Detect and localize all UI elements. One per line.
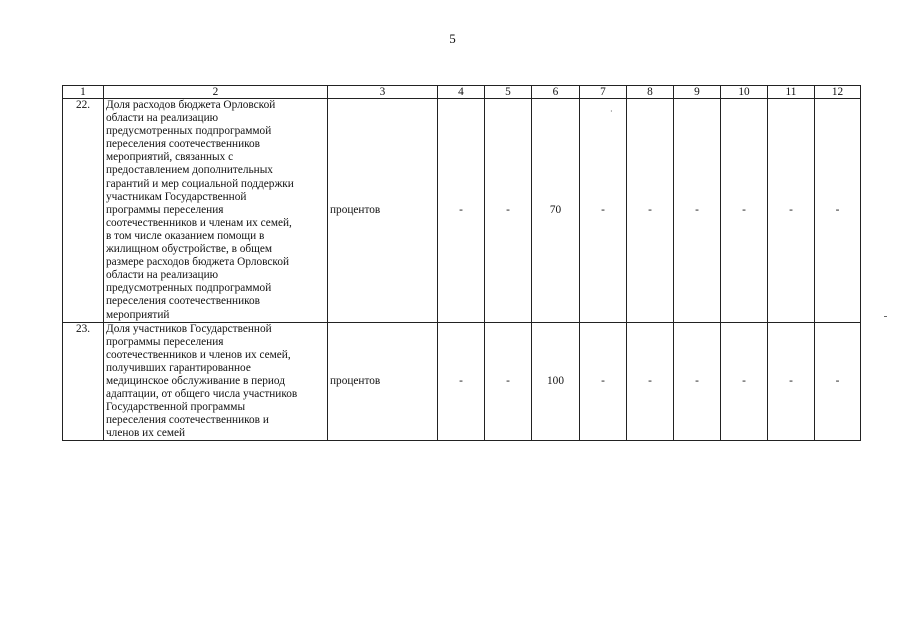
unit-cell: процентов — [328, 322, 438, 441]
value-cell: - — [721, 322, 768, 441]
indicator-line: переселения соотечественников и — [106, 414, 269, 427]
indicator-line: переселения соотечественников — [106, 138, 261, 151]
row-number: 22. — [63, 99, 104, 323]
indicator-line: размере расходов бюджета Орловской — [106, 256, 290, 269]
indicator-line: предоставлением дополнительных — [106, 164, 273, 177]
header-cell: 10 — [721, 86, 768, 99]
indicator-line: членов их семей — [106, 427, 186, 440]
indicator-line: участникам Государственной — [106, 190, 247, 203]
value-cell: 70 — [532, 99, 580, 323]
value-cell: - — [815, 322, 861, 441]
header-cell: 9 — [674, 86, 721, 99]
indicator-line: соотечественников и членам их семей, — [106, 216, 292, 229]
header-cell: 1 — [63, 86, 104, 99]
table-row — [63, 322, 861, 441]
indicator-line: программы переселения — [106, 335, 224, 348]
indicator-name — [104, 322, 328, 441]
header-cell: 11 — [768, 86, 815, 99]
indicator-line: мероприятий, связанных с — [106, 151, 234, 164]
value-cell: - — [580, 322, 627, 441]
indicator-line: программы переселения — [106, 203, 224, 216]
indicator-line: Доля участников Государственной — [106, 322, 272, 335]
indicator-line: адаптации, от общего числа участников — [106, 388, 298, 401]
indicator-line: в том числе оказанием помощи в — [106, 229, 265, 242]
value-cell: - — [438, 99, 485, 323]
value-cell: - — [768, 99, 815, 323]
unit-cell: процентов — [328, 99, 438, 323]
value-cell: - — [674, 99, 721, 323]
header-cell: 7 — [580, 86, 627, 99]
indicator-line: гарантий и мер социальной поддержки — [106, 177, 294, 190]
header-cell: 6 — [532, 86, 580, 99]
header-cell: 12 — [815, 86, 861, 99]
indicator-line: Государственной программы — [106, 401, 246, 414]
value-cell: - — [485, 99, 532, 323]
value-cell: - — [627, 99, 674, 323]
indicators-table — [62, 85, 861, 441]
indicator-line: переселения соотечественников — [106, 295, 261, 308]
value-cell: - — [674, 322, 721, 441]
indicator-line: соотечественников и членов их семей, — [106, 348, 291, 361]
scan-mark: · — [610, 107, 613, 116]
indicator-line: Доля расходов бюджета Орловской — [106, 99, 276, 111]
value-cell: - — [438, 322, 485, 441]
value-cell: - — [768, 322, 815, 441]
header-row — [63, 86, 861, 99]
indicator-line: жилищном обустройстве, в общем — [106, 243, 273, 256]
indicator-line: предусмотренных подпрограммой — [106, 125, 272, 138]
value-cell: - — [485, 322, 532, 441]
header-cell: 8 — [627, 86, 674, 99]
indicator-line: получивших гарантированное — [106, 361, 251, 374]
indicator-name — [104, 99, 328, 323]
indicator-line: области на реализацию — [106, 269, 219, 282]
value-cell: 100 — [532, 322, 580, 441]
indicator-line: мероприятий — [106, 308, 170, 321]
row-number: 23. — [63, 322, 104, 441]
value-cell: - — [815, 99, 861, 323]
value-cell: - — [721, 99, 768, 323]
margin-mark — [884, 316, 887, 317]
page-number: 5 — [449, 31, 456, 46]
header-cell: 2 — [104, 86, 328, 99]
indicator-line: области на реализацию — [106, 112, 219, 125]
table-row — [63, 99, 861, 323]
header-cell: 3 — [328, 86, 438, 99]
header-cell: 4 — [438, 86, 485, 99]
indicator-line: медицинское обслуживание в период — [106, 374, 286, 387]
value-cell: - — [580, 99, 627, 323]
indicator-line: предусмотренных подпрограммой — [106, 282, 272, 295]
header-cell: 5 — [485, 86, 532, 99]
value-cell: - — [627, 322, 674, 441]
